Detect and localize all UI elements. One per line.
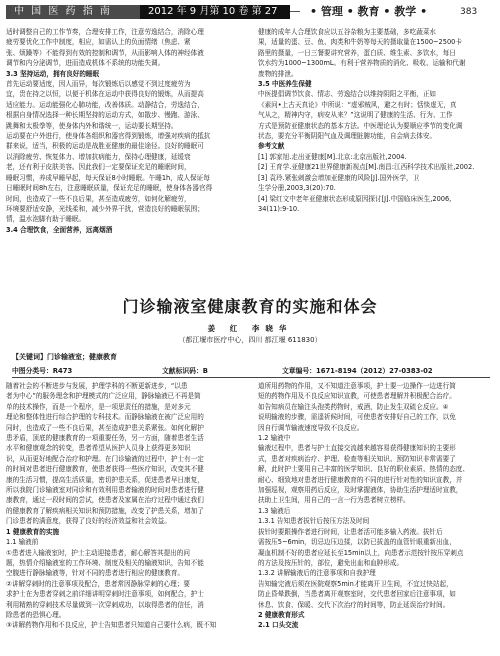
top-left-column	[6, 27, 246, 289]
article-keywords: 【关键词】门诊输液室；健康教育	[12, 353, 117, 361]
section-heading: 2.1 口头交流	[258, 621, 299, 630]
text-line: 时间，也造成了一些不良后果，甚至造成疲劳，如何化解疲劳，	[6, 194, 191, 203]
text-line: 输液过程中，患者与护士直接交流越来越容易获得健康知识的主要形	[258, 444, 456, 453]
text-line: 康教育，通过一段时间的尝试，使患者及家属在治疗过程中通过我们	[6, 496, 204, 505]
text-line: 的时间对患者进行健康教育，使患者获得一些医疗知识，改变其不健	[6, 465, 204, 474]
document-code: 文献标识码：B	[162, 367, 208, 375]
page-number: 383	[460, 7, 478, 17]
header-rule	[290, 11, 300, 12]
text-line: 34(11):9-10.	[258, 204, 300, 213]
text-line: 扶助上卫生间，用自己的一言一行为患者树立榜样。	[258, 496, 410, 505]
text-line: 耐心、细致地对患者进行健康教育的不同的进行针对性的知识宣教，并	[258, 475, 463, 484]
article-authors: 姜 红 李晓华	[207, 324, 293, 333]
text-line: 说明输液的步骤，需遥祈候时间，可使患者安排好自己的工作，以免	[258, 413, 456, 422]
text-line: 1.3 输液后	[258, 506, 291, 515]
text-line: 情，温水泡脚有助于睡眠。	[6, 215, 86, 224]
text-line: 短的药物作用及不良反应知识宣教，可使患者理解并积极配合治疗。	[258, 392, 456, 401]
text-line: 识，从而更好地配合治疗和护理。在门诊输液的过程中，护士有一定	[6, 454, 204, 463]
text-line: [2] 王育学.亚健康21世界健康新视点[M].南昌:江西科学技术出版社,2002.	[258, 163, 475, 172]
text-line: 休息、饮食、保暖、交代下次治疗的时间等，防止延误治疗时间。	[258, 600, 450, 609]
text-line: 单的技术操作，而是一个程序，是一项思责任的措施，是对多元	[6, 402, 191, 411]
text-line: 道所用药物的作用，又不知道注意事项，护士要一边操作一边进行简	[258, 382, 456, 390]
top-right-column	[258, 27, 496, 289]
text-line: ③讲解药物作用和不良反应，护士告知患者只知道自己要什么病，既不知	[6, 621, 217, 630]
running-header	[0, 0, 500, 31]
text-line: 睡眠习惯，养成早睡早起，每天保证8小时睡眠。午睡1h，成人保证每	[6, 173, 210, 182]
text-line: 群来说，适当，积极的运动是战胜亚健康的最佳途径。良好的睡眠可	[6, 142, 204, 151]
body-left-column	[6, 381, 246, 653]
text-line: 式，患者对疾病治疗、护理、检查等相关知识、预防知识非常需要了	[258, 454, 456, 463]
text-line: ①患者进入输液室时，护士主动迎接患者，耐心解答其提出的问	[6, 548, 190, 557]
text-line: 以消除疲劳、恢复体力、增加抗病能力，保持心理健康，延缓衰	[6, 152, 191, 161]
text-line: 跳舞和太极拳等，使身体内外和谐统一，运动要长期坚持。	[6, 121, 178, 130]
text-line: 气从之，精神内守，病安从来？”这说明了健康的生活、行为、工作	[258, 111, 453, 120]
section-heading: 1 健康教育的实施	[6, 527, 60, 536]
text-line: 废物的排泄。	[258, 69, 298, 78]
text-line: 路里的摄量，一日三餐要讲究营养，蛋白质、维生素、多饮水，每日	[258, 48, 456, 57]
text-line: 饮水约为1000~1300mL。有利于营养物质的消化、吸收、运输和代谢	[258, 59, 466, 68]
text-line: 方式是预防亚健康状态的基本方法。中医理论认为要顺应季节的变化调	[258, 121, 463, 130]
text-line: 因自行调节输液速度导致不良反应。	[258, 423, 364, 432]
text-line: 如告知病员在输注头孢类药物时，戒酒，防止发生双硫仑反应。④	[258, 402, 449, 411]
text-line: 利用精熟的穿刺技术尽量做到一次穿刺成功，以取得患者的信任，消	[6, 600, 204, 609]
text-line: 门诊患者的满意度，获得了良好的经济效益和社会效益。	[6, 517, 171, 526]
text-line: 患矛盾，顶底的健康教育的一项重要任务，另一方面，随着患者生活	[6, 434, 204, 443]
text-line: 根据自身情况选择一种长期坚持的运动方式，如散步、慢跑、游泳、	[6, 111, 204, 120]
text-line: 的方法及按压针的，部位，避免出血和血肿形成。	[258, 558, 404, 567]
text-line: 调节和内分泌调节，进而造成机体不系统的功能失调。	[6, 59, 165, 68]
clc-number: 中图分类号：R473	[12, 367, 73, 375]
text-line: 1.1 输液前	[6, 538, 39, 547]
text-line: 水平和健康观念的转变，患者希望从医护人员身上获得更多知识	[6, 444, 191, 453]
text-line: [1] 郭家旭.走出亚健康[M].北京:北京出版社,2004.	[258, 152, 407, 161]
text-line: 防止昏晕跌倒，当患者离开观察室时，交代患者回家后注意事项，如	[258, 590, 456, 599]
text-line: 适时调整自己的工作节奏，合理安排工作，注意劳逸结合，消除心理	[6, 28, 204, 36]
text-line: 果，适量的蛋、豆、鱼、肉类和牛奶等每天的摄取量在1500~2500卡	[258, 38, 462, 47]
text-line: 环境要舒适安静，光线柔和，减少外界干扰，营造良好的睡眠氛围；	[6, 204, 204, 213]
text-line: 宜，贵在持之以恒，以便于机体在运动中获得良好的锻炼，从而提高	[6, 90, 204, 99]
text-line: 运动要在户外进行，使身体各组织和器官得到锻炼，增强对疾病的抵抗	[6, 132, 211, 141]
text-line: 求护士在为患者穿刺之前详细讲明穿刺时注意事项，如何配合，护士	[6, 590, 204, 599]
text-line: 中医提倡调节饮食、情志、劳逸结合以维持阴阳之平衡，正如	[258, 90, 437, 99]
section-name: • 管理 • 教育 • 教学 •	[310, 5, 428, 18]
text-line: 老，还有利于皮肤美容。因此我们一定要保证充足的睡眠时间，	[6, 163, 191, 172]
body-right-column	[258, 381, 496, 653]
section-heading: 3.3 坚持运动，拥有良好的睡眠	[6, 69, 100, 78]
text-line: 随着社会的不断进步与发展，护理学科的不断更新进步，“以患	[6, 382, 188, 390]
text-line: 者为中心”的服务理念和护理模式的广泛应用，静脉输液已不再是简	[6, 392, 201, 401]
text-line: 1.3.2 讲解输液后的注意事项和自我护理	[258, 569, 376, 578]
text-line: 1.2 输液中	[258, 434, 291, 443]
article-title: 门诊输液室健康教育的实施和体会	[122, 297, 378, 316]
article-id: 文章编号：1671-8194（2012）27-0383-02	[282, 367, 433, 375]
section-heading: 3.5 中医养生保健	[258, 80, 312, 89]
text-line: 需按压5~6min，切忌边压边揉，以防已拔盖的血管针眼重新出血，	[258, 538, 456, 547]
section-heading: 3.4 合理饮食，全面营养，远离烟酒	[6, 225, 113, 234]
section-heading: 2 健康教育形式	[258, 610, 305, 619]
text-line: 同时，也造成了一些不良后果，甚至造成护患关系紧张。如何化解护	[6, 423, 204, 432]
text-line: 所以我院门诊输液室对同诊和有效利用患者输液的时间对患者进行健	[6, 486, 204, 495]
text-line: 的健康教育了解疾病相关知识和预防措施，改变了护患关系，增加了	[6, 506, 204, 515]
text-line: 疲劳要优化工作中制度，相应，如需认上的负面情绪（焦虑、紧	[6, 38, 191, 47]
text-line: [3] 袁玲.紧张刺激会增加亚健康的风险[J].国外医学，卫	[258, 173, 420, 182]
text-line: 状态，要充分平衡阴阳气血及调理脏腑功能，自会病去体安。	[258, 132, 437, 141]
text-line: 解，此时护士要用自己丰富的医学知识、良好的职业素质、热情的态度、	[258, 465, 469, 474]
article-affiliation: （都江堰市医疗中心，四川 都江堰 611830）	[178, 336, 322, 344]
text-line: [4] 梁红文中老年亚健康状态形成原因探讨[J].中国临床医生,2006,	[258, 194, 452, 203]
text-line: 日睡眠时间8h左右，注意睡眠质量，保证充足的睡眠，使身体各器官得	[6, 184, 213, 193]
text-line: 健康的成年人合理饮食应以五谷杂粮为主要基础，多吃蔬菜水	[258, 28, 437, 36]
text-line: 生学分册,2003,3(20):70.	[258, 184, 336, 193]
text-line: 拔针时要跟操作者进行时间，让患者活可能多输入药液。拔针后	[258, 527, 443, 536]
text-line: ②讲解穿刺时的注意事项及配合，患者常因静脉穿刺的心理；要	[6, 579, 190, 588]
text-line: 1.3.1 告知患者拔针后按压方法及时间	[258, 517, 370, 526]
metadata-rule	[12, 377, 490, 378]
text-line: 加强巡视，观察用药后反应，及时掌握液体，协助生活护理适时宣教，	[258, 486, 463, 495]
text-line: 康的生活习惯，提高生活质量，密切护患关系，促进患者早日康复，	[6, 475, 204, 484]
journal-name: 中 国 医 药 指 南	[6, 5, 140, 19]
text-line: 凝血机制不好的患者应延长至15min以上，向患者示范按针按压穿刺点	[258, 548, 464, 557]
text-line: 张、烦躁等）不能得到有效的控制和调节，从而影响人体的神经体液	[6, 48, 204, 57]
text-line: 题，热情介绍输液室的工作环境、制度及相关的输液知识，告知不能	[6, 558, 204, 567]
text-line: 《素问•上古天真论》中所说：“虚邪贼风，避之有时；恬惔虚无，真	[258, 100, 457, 109]
text-line: 告知输完液后须在医院观察5min才能离开卫生间，不宜过快站起，	[258, 579, 453, 588]
issue-info: 2012 年 9 月第 10 卷 第 27 期	[140, 5, 290, 19]
text-line: 适应能力。运动能强化心肺功能，改善体质。动静结合，劳逸结合，	[6, 100, 204, 109]
text-line: 空腹进行静脉输液等，针对不同的患者进行相应的健康教育。	[6, 569, 185, 578]
section-heading: 参考文献	[258, 142, 285, 151]
text-line: 除患者的恐惧心理。	[6, 610, 66, 619]
text-line: 首先运动要适度，因人而异，每次锻炼后以感觉不到过度疲劳为	[6, 80, 191, 89]
text-line: 理论和整体性进行综合护理的专科技术。而静脉输液在被广泛应用的	[6, 413, 204, 422]
